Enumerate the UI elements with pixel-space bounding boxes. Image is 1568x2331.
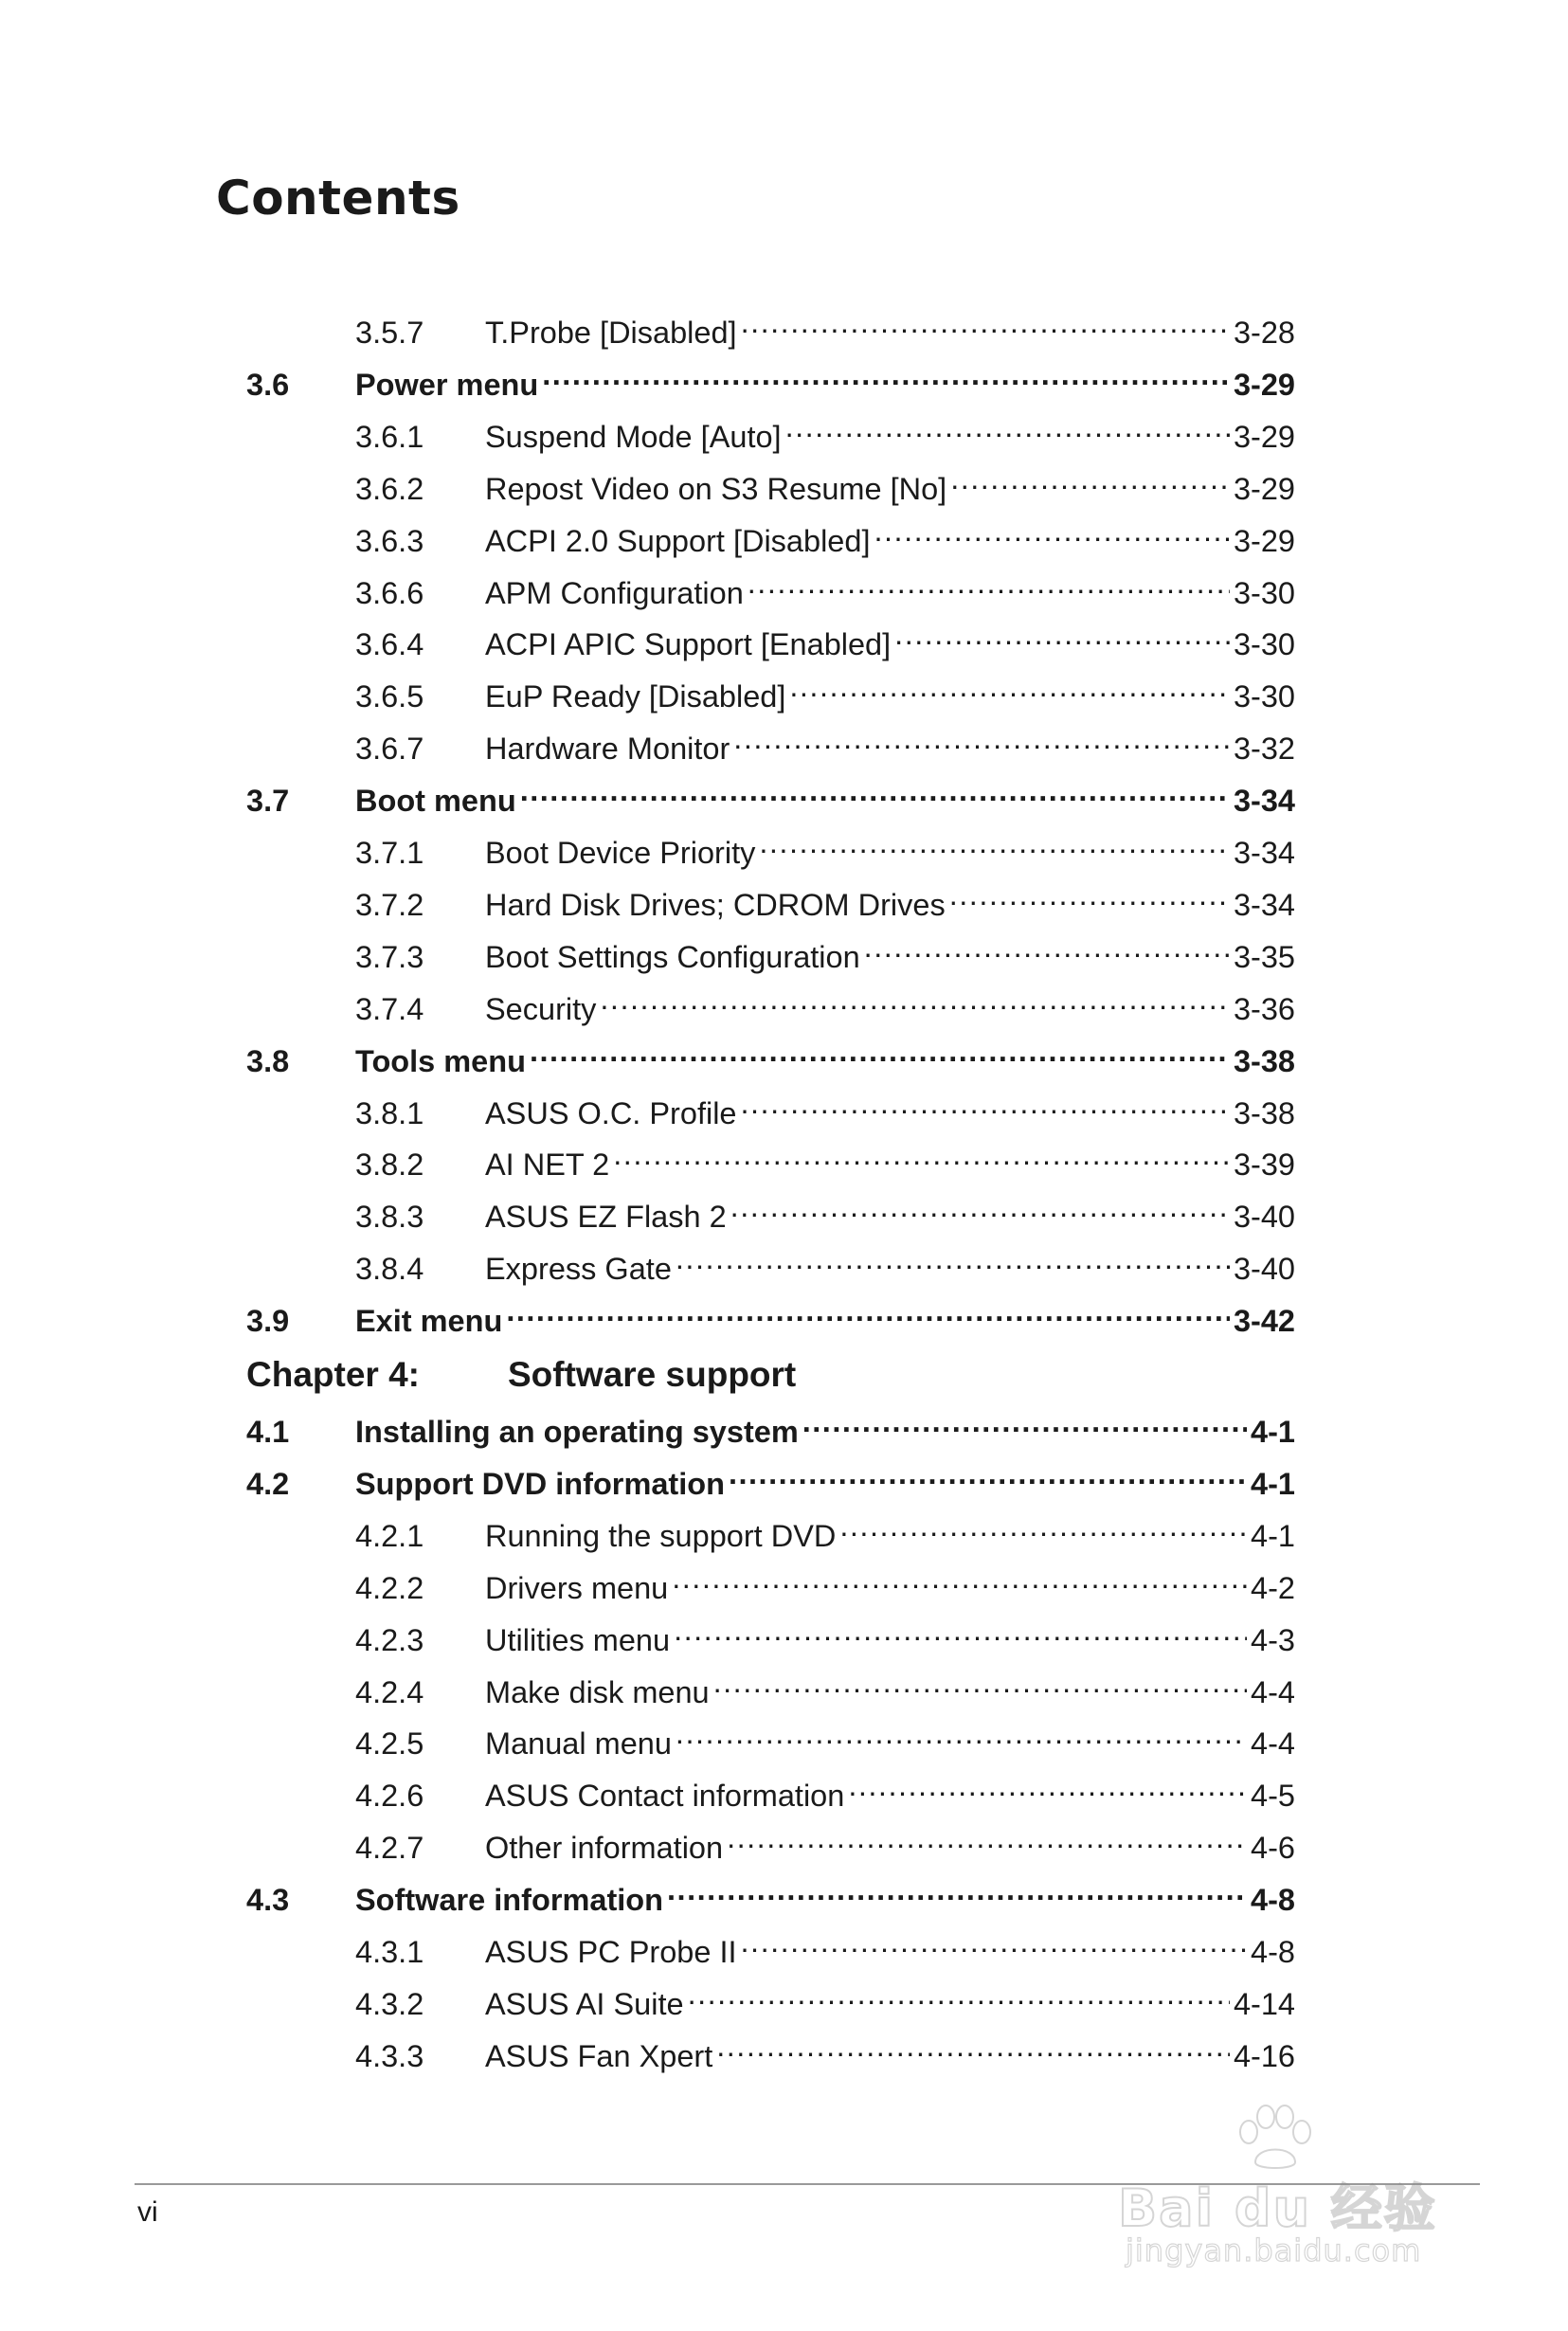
toc-subsection-row[interactable] (246, 458, 1295, 506)
toc-title: Security (485, 991, 597, 1026)
dot-leader (672, 1557, 1247, 1599)
toc-number: 3.8.1 (355, 1095, 424, 1130)
toc-title: Utilities menu (485, 1622, 671, 1657)
dot-leader (802, 1400, 1247, 1442)
toc-title: Software information (355, 1883, 664, 1918)
toc-title: Suspend Mode [Auto] (485, 419, 782, 454)
toc-page-number: 3-38 (1233, 1043, 1295, 1078)
toc-title: ACPI 2.0 Support [Disabled] (485, 523, 871, 558)
toc-page-number: 4-4 (1251, 1674, 1295, 1709)
toc-page-number: 3-38 (1233, 1095, 1295, 1130)
chapter-title: Software support (508, 1355, 797, 1394)
toc-page-number: 4-1 (1251, 1518, 1295, 1553)
toc-page-number: 4-4 (1251, 1726, 1295, 1762)
toc-number: 3.6.3 (355, 523, 424, 558)
toc-title: T.Probe [Disabled] (485, 316, 737, 350)
toc-subsection-row[interactable] (246, 1609, 1295, 1657)
toc-subsection-row[interactable] (246, 1557, 1295, 1605)
toc-number: 4.2.1 (355, 1518, 424, 1553)
dot-leader (674, 1609, 1247, 1651)
toc-page-number: 3-42 (1233, 1304, 1295, 1339)
toc-title: Support DVD information (355, 1466, 725, 1501)
toc-page-number: 4-1 (1251, 1466, 1295, 1501)
toc-page-number: 4-1 (1251, 1415, 1295, 1449)
toc-section-row[interactable] (246, 1400, 1295, 1449)
toc-number: 3.6.2 (355, 471, 424, 506)
dot-leader (688, 1973, 1230, 2015)
toc-page-number: 3-30 (1233, 627, 1295, 662)
toc-subsection-row[interactable] (246, 1661, 1295, 1709)
dot-leader (741, 1921, 1247, 1962)
toc-subsection-row[interactable] (246, 406, 1295, 454)
toc-title: AI NET 2 (485, 1147, 610, 1183)
toc-number: 4.2.4 (355, 1674, 424, 1709)
toc-number: 3.6 (246, 367, 290, 402)
toc-number: 4.2.3 (355, 1622, 424, 1657)
toc-title: Hardware Monitor (485, 732, 730, 767)
toc-title: APM Configuration (485, 575, 744, 610)
page-title: Contents (216, 171, 460, 226)
toc-page-number: 3-40 (1233, 1200, 1295, 1235)
toc-number: 4.2 (246, 1466, 290, 1501)
toc-number: 4.3 (246, 1883, 290, 1918)
watermark-brand: Bai du 经验 (1118, 2178, 1437, 2238)
toc-page-number: 3-40 (1233, 1252, 1295, 1287)
toc-number: 3.7.3 (355, 939, 424, 974)
toc-number: 4.2.2 (355, 1570, 424, 1605)
dot-leader (733, 717, 1230, 759)
toc-title: ASUS Contact information (485, 1779, 845, 1814)
toc-page-number: 4-16 (1233, 2038, 1295, 2073)
footer-divider (135, 2183, 1480, 2185)
toc-title: Boot menu (355, 784, 516, 819)
toc-number: 3.5.7 (355, 316, 424, 350)
toc-subsection-row[interactable] (246, 1764, 1295, 1814)
toc-number: 4.3.1 (355, 1935, 424, 1969)
toc-page-number: 3-28 (1233, 316, 1295, 350)
toc-number: 3.6.4 (355, 627, 424, 662)
toc-title: Manual menu (485, 1726, 672, 1762)
toc-page-number: 3-30 (1233, 679, 1295, 714)
toc-number: 4.1 (246, 1415, 290, 1449)
toc-subsection-row[interactable] (246, 1816, 1295, 1866)
dot-leader (839, 1505, 1247, 1546)
toc-number: 4.2.6 (355, 1779, 424, 1814)
footer-page-number: vi (137, 2196, 158, 2228)
toc-title: Express Gate (485, 1252, 672, 1287)
toc-title: Repost Video on S3 Resume [No] (485, 471, 947, 506)
toc-number: 3.7.4 (355, 991, 424, 1026)
toc-title: Running the support DVD (485, 1518, 837, 1553)
toc-section-row[interactable] (246, 1290, 1295, 1339)
dot-leader (600, 978, 1230, 1020)
toc-subsection-row[interactable] (246, 2025, 1295, 2073)
dot-leader (848, 1764, 1247, 1806)
toc-page-number: 4-8 (1251, 1883, 1295, 1918)
toc-page-number: 4-6 (1251, 1831, 1295, 1866)
toc-section-row[interactable] (246, 353, 1295, 402)
toc-page-number: 3-36 (1233, 991, 1295, 1026)
toc-subsection-row[interactable] (246, 301, 1295, 350)
dot-leader (759, 822, 1230, 863)
toc-subsection-row[interactable] (246, 1712, 1295, 1762)
dot-leader (530, 1030, 1230, 1072)
toc-number: 3.8.4 (355, 1252, 424, 1287)
toc-number: 3.7 (246, 784, 290, 819)
toc-number: 3.6.6 (355, 575, 424, 610)
toc-title: Tools menu (355, 1043, 526, 1078)
paw-logo-icon (1232, 2104, 1317, 2170)
toc-title: Boot Settings Configuration (485, 939, 860, 974)
toc-title: ACPI APIC Support [Enabled] (485, 627, 892, 662)
dot-leader (727, 1816, 1247, 1858)
dot-leader (789, 665, 1230, 707)
dot-leader (894, 613, 1230, 655)
dot-leader (713, 1661, 1247, 1703)
toc-subsection-row[interactable] (246, 510, 1295, 558)
toc-section-row[interactable] (246, 1030, 1295, 1078)
toc-number: 3.7.2 (355, 887, 424, 922)
toc-title: Installing an operating system (355, 1415, 799, 1449)
toc-subsection-row[interactable] (246, 717, 1295, 767)
toc-page-number: 4-14 (1233, 1986, 1295, 2021)
dot-leader (874, 510, 1229, 551)
dot-leader (748, 562, 1230, 604)
toc-title: EuP Ready [Disabled] (485, 679, 786, 714)
toc-title: Hard Disk Drives; CDROM Drives (485, 887, 946, 922)
dot-leader (520, 769, 1230, 811)
toc-title: Exit menu (355, 1304, 503, 1339)
toc-subsection-row[interactable] (246, 1082, 1295, 1130)
toc-number: 4.3.2 (355, 1986, 424, 2021)
dot-leader (676, 1712, 1247, 1754)
toc-subsection-row[interactable] (246, 822, 1295, 870)
toc-page-number: 3-32 (1233, 732, 1295, 767)
toc-section-row[interactable] (246, 1453, 1295, 1501)
dot-leader (667, 1869, 1247, 1910)
dot-leader (741, 1082, 1230, 1124)
dot-leader (729, 1453, 1247, 1494)
toc-section-row[interactable] (246, 769, 1295, 819)
toc-title: Other information (485, 1831, 724, 1866)
toc-title: Drivers menu (485, 1570, 669, 1605)
toc-page-number: 3-34 (1233, 784, 1295, 819)
toc-page-number: 3-29 (1233, 367, 1295, 402)
toc-page-number: 4-3 (1251, 1622, 1295, 1657)
toc-subsection-row[interactable] (246, 1133, 1295, 1183)
toc-page-number: 4-2 (1251, 1570, 1295, 1605)
toc-page-number: 3-29 (1233, 419, 1295, 454)
toc-title: ASUS EZ Flash 2 (485, 1200, 727, 1235)
dot-leader (730, 1185, 1230, 1227)
toc-subsection-row[interactable] (246, 562, 1295, 610)
toc-subsection-row[interactable] (246, 1505, 1295, 1553)
toc-subsection-row[interactable] (246, 874, 1295, 922)
toc-page-number: 3-29 (1233, 523, 1295, 558)
toc-subsection-row[interactable] (246, 1921, 1295, 1969)
toc-subsection-row[interactable] (246, 926, 1295, 974)
toc-page-number: 3-34 (1233, 836, 1295, 870)
toc-subsection-row[interactable] (246, 613, 1295, 662)
dot-leader (676, 1238, 1230, 1279)
chapter-label: Chapter 4: (246, 1355, 420, 1394)
dot-leader (950, 458, 1230, 499)
toc-number: 3.6.1 (355, 419, 424, 454)
toc-page-number: 3-39 (1233, 1147, 1295, 1183)
toc-title: ASUS AI Suite (485, 1986, 684, 2021)
toc-number: 4.2.7 (355, 1831, 424, 1866)
toc-title: Power menu (355, 367, 539, 402)
watermark-url: jingyan.baidu.com (1126, 2232, 1422, 2268)
dot-leader (542, 353, 1230, 395)
dot-leader (741, 301, 1230, 343)
toc-number: 3.8.3 (355, 1200, 424, 1235)
toc-title: Boot Device Priority (485, 836, 756, 870)
toc-number: 3.6.7 (355, 732, 424, 767)
dot-leader (613, 1133, 1230, 1175)
toc-page-number: 3-35 (1233, 939, 1295, 974)
dot-leader (864, 926, 1230, 967)
toc-number: 4.3.3 (355, 2038, 424, 2073)
dot-leader (716, 2025, 1230, 2067)
toc-page-number: 3-29 (1233, 471, 1295, 506)
toc-title: ASUS PC Probe II (485, 1935, 737, 1969)
toc-number: 3.6.5 (355, 679, 424, 714)
dot-leader (506, 1290, 1230, 1331)
toc-number: 3.8 (246, 1043, 290, 1078)
toc-page-number: 3-34 (1233, 887, 1295, 922)
toc-title: Make disk menu (485, 1674, 710, 1709)
toc-number: 4.2.5 (355, 1726, 424, 1762)
toc-subsection-row[interactable] (246, 1238, 1295, 1287)
toc-title: ASUS Fan Xpert (485, 2038, 713, 2073)
dot-leader (785, 406, 1230, 447)
toc-number: 3.7.1 (355, 836, 424, 870)
toc-number: 3.9 (246, 1304, 290, 1339)
dot-leader (949, 874, 1230, 915)
toc-page-number: 4-8 (1251, 1935, 1295, 1969)
toc-subsection-row[interactable] (246, 978, 1295, 1026)
toc-page-number: 3-30 (1233, 575, 1295, 610)
chapter-heading (246, 1355, 796, 1395)
toc-subsection-row[interactable] (246, 1185, 1295, 1235)
toc-subsection-row[interactable] (246, 665, 1295, 714)
toc-section-row[interactable] (246, 1869, 1295, 1918)
toc-subsection-row[interactable] (246, 1973, 1295, 2021)
toc-number: 3.8.2 (355, 1147, 424, 1183)
toc-title: ASUS O.C. Profile (485, 1095, 737, 1130)
toc-page-number: 4-5 (1251, 1779, 1295, 1814)
